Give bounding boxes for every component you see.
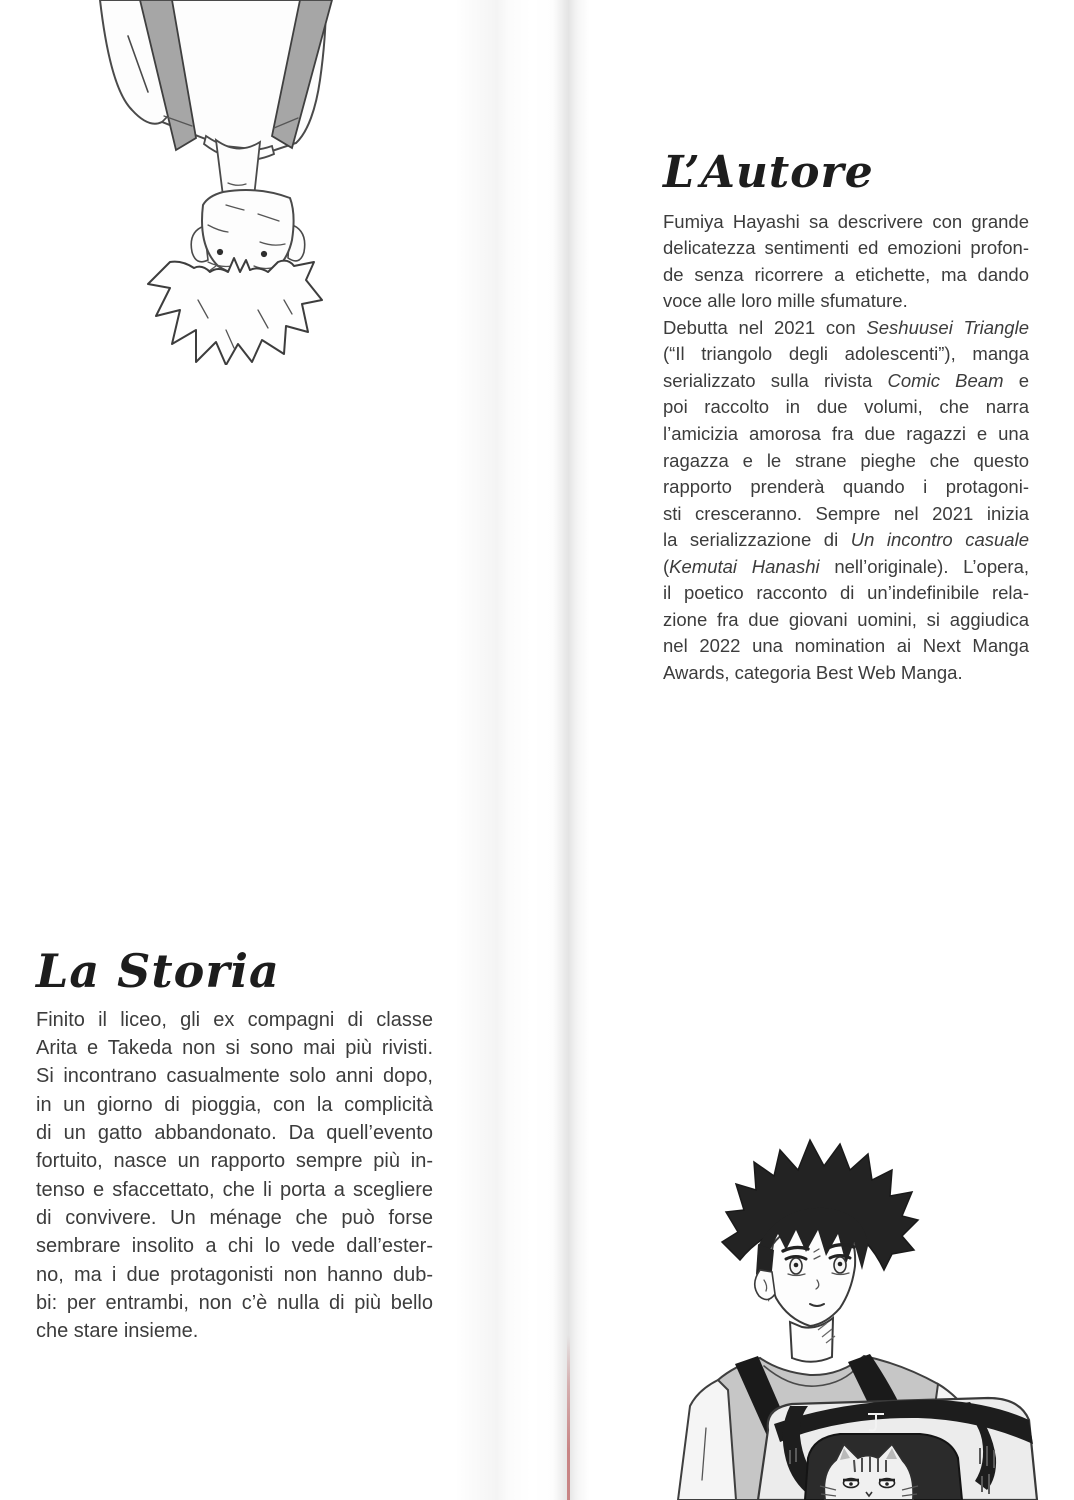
author-title: L’Autore — [663, 147, 874, 198]
author-text — [663, 209, 1029, 687]
text-line: (“Il triangolo degli adolescenti”), manga — [663, 343, 1029, 365]
text-line: Fumiya Hayashi sa descrivere con grande — [663, 210, 1029, 232]
fold-red-edge-line — [567, 1335, 570, 1500]
text-line: Finito il liceo, gli ex compagni di classe — [36, 1008, 433, 1031]
text-line: rapporto prenderà quando i protagoni- — [663, 476, 1029, 498]
text-line: serializzato sulla rivista Comic Beam e — [663, 369, 1029, 391]
text-line: sti cresceranno. Sempre nel 2021 inizia — [663, 502, 1029, 524]
text-line: l’amicizia amorosa fra due ragazzi e una — [663, 422, 1029, 444]
text-line: poi raccolto in due volumi, che narra — [663, 396, 1029, 418]
story-text — [36, 1006, 433, 1346]
text-line: fortuito, nasce un rapporto sempre più in- — [36, 1150, 433, 1173]
text-line: in un giorno di pioggia, con la complicità — [36, 1093, 433, 1116]
text-line: Debutta nel 2021 con Seshuusei Triangle — [663, 316, 1029, 338]
text-line: tenso e sfaccettato, che li porta a scegliere — [36, 1178, 433, 1201]
text-line: no, ma i due protagonisti non hanno dub- — [36, 1263, 433, 1286]
text-line: delicatezza sentimenti ed emozioni profon- — [663, 237, 1029, 259]
author-section — [663, 148, 1029, 686]
text-line: Arita e Takeda non si sono mai più rivisti. — [36, 1037, 433, 1060]
text-line: bi: per entrambi, non c’è nulla di più bello — [36, 1291, 433, 1314]
text-line: nel 2022 una nomination ai Next Manga — [663, 635, 1029, 657]
text-line: che stare insieme. — [36, 1320, 199, 1343]
text-line: ragazza e le strane pieghe che questo — [663, 449, 1029, 471]
text-line: voce alle loro mille sfumature. — [663, 290, 908, 312]
text-line: sembrare insolito a chi lo vede dall’ester- — [36, 1235, 433, 1258]
text-line: di un gatto abbandonato. Da quell’evento — [36, 1122, 433, 1145]
story-paragraph — [36, 1006, 433, 1346]
author-paragraph-2 — [663, 315, 1029, 687]
story-section — [36, 945, 433, 1345]
author-paragraph-1 — [663, 209, 1029, 315]
text-line: Si incontrano casualmente solo anni dopo, — [36, 1065, 433, 1088]
text-line: la serializzazione di Un incontro casuale — [663, 529, 1029, 551]
text-line: il poetico racconto di un’indefinibile rela- — [663, 582, 1029, 604]
text-line: di convivere. Un ménage che può forse — [36, 1206, 433, 1229]
text-line: de senza ricorrere a etichette, ma dando — [663, 263, 1029, 285]
text-line: (Kemutai Hanashi nell’originale). L’opera, — [663, 555, 1029, 577]
story-title: La Storia — [36, 944, 280, 998]
text-line: Awards, categoria Best Web Manga. — [663, 661, 963, 683]
text-line: zione fra due giovani uomini, si aggiudica — [663, 608, 1029, 630]
